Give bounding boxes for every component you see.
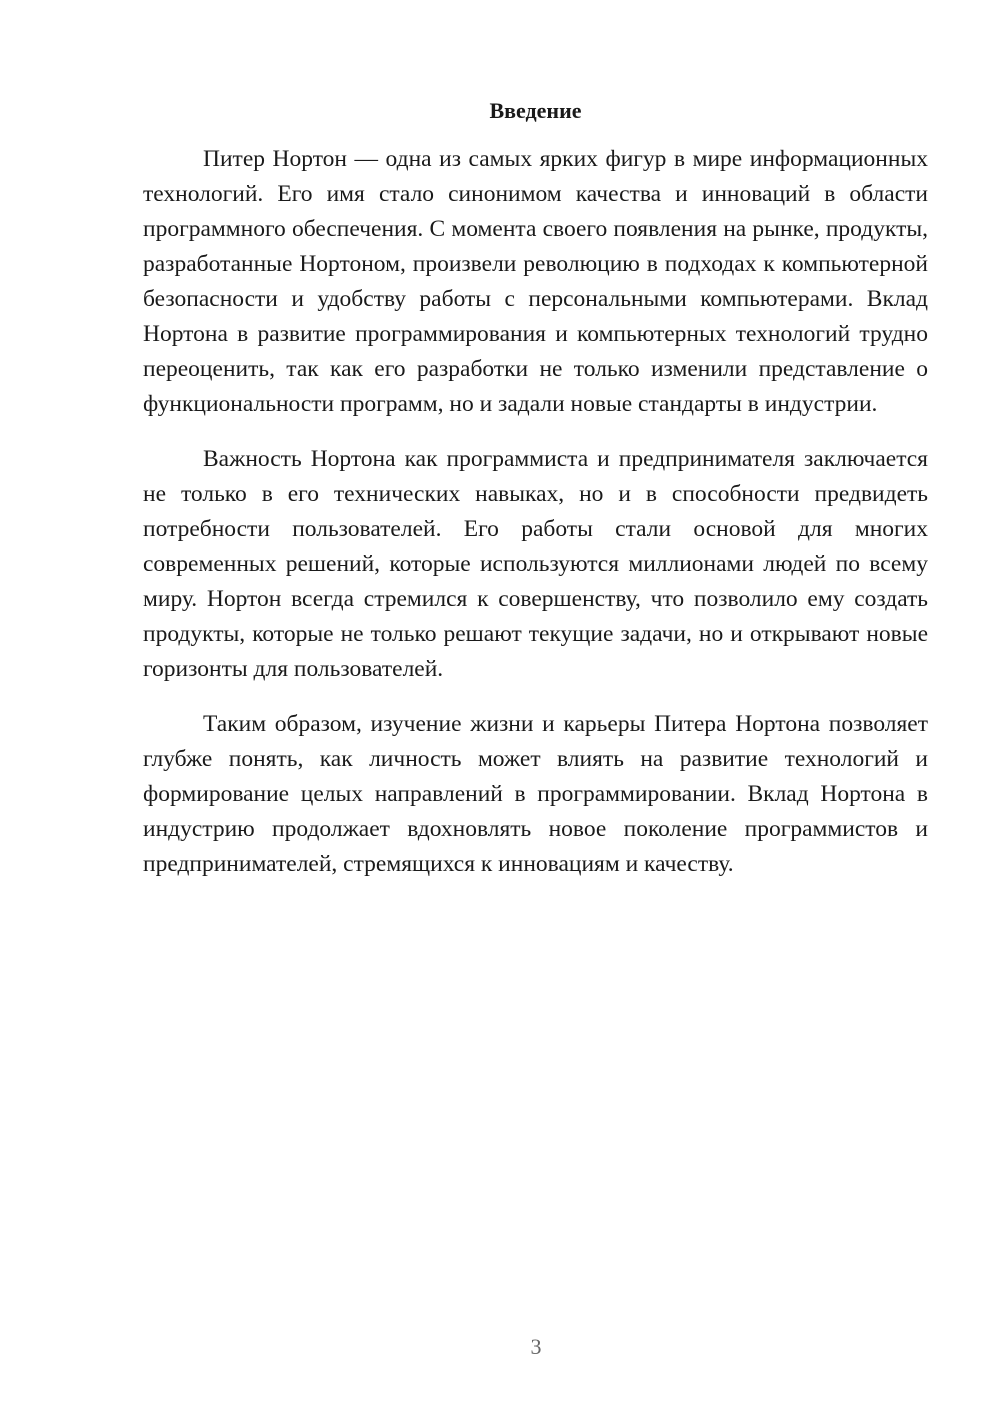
page-number: 3 — [530, 1334, 542, 1359]
paragraph-importance: Важность Нортона как программиста и предпринимателя заключается не только в его технических навыках, но и в способности предвидеть потребности пользователей. Его работы стали основой для многих современных решений, которые используются миллионами людей по всему миру. Нортон всегда стремился к совершенству, что позволило ему создать продукты, которые не только решают текущие задачи, но и открывают новые горизонты для пользователей. — [143, 446, 928, 682]
body-text — [143, 142, 928, 902]
section-heading: Введение — [489, 98, 582, 123]
paragraph-intro: Питер Нортон — одна из самых ярких фигур в мире информационных технологий. Его имя стало синонимом качества и инноваций в области программного обеспечения. С момента своего появления на рынке, продукты, разработанные Нортоном, произвели революцию в подходах к компьютерной безопасности и удобству работы с персональными компьютерами. Вклад Нортона в развитие программирования и компьютерных технологий трудно переоценить, так как его разработки не только изменили представление о функциональности программ, но и задали новые стандарты в индустрии. — [143, 146, 928, 417]
paragraph-conclusion: Таким образом, изучение жизни и карьеры Питера Нортона позволяет глубже понять, как личность может влиять на развитие технологий и формирование целых направлений в программировании. Вклад Нортона в индустрию продолжает вдохновлять новое поколение программистов и предпринимателей, стремящихся к инновациям и качеству. — [143, 711, 928, 877]
